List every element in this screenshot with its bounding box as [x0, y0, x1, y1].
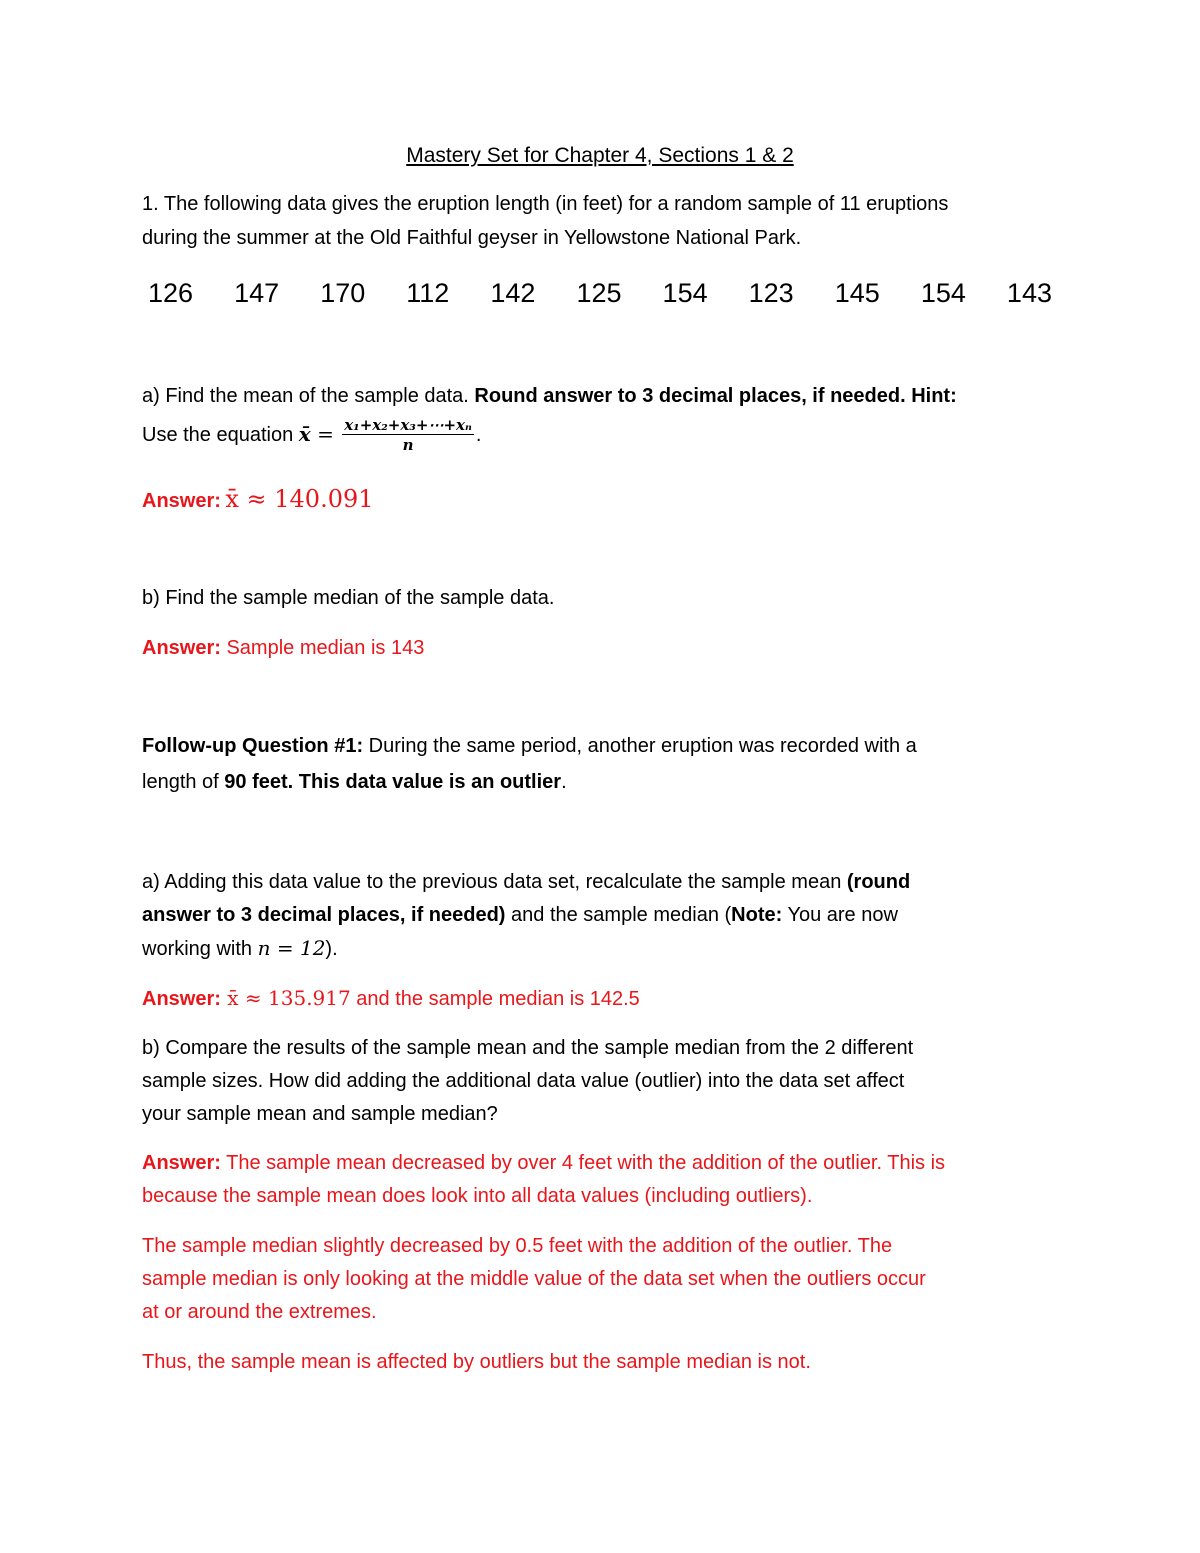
q1-part-a-line2 [142, 414, 481, 455]
q1-part-b-question: b) Find the sample median of the sample data. [142, 587, 555, 609]
answer-label: Answer: [142, 988, 221, 1010]
q1-part-a-bold: Round answer to 3 decimal places, if needed. Hint: [474, 385, 957, 407]
followup-part-a-line3 [142, 936, 338, 961]
followup-part-a-l2-mid: and the sample median ( [505, 904, 732, 926]
data-value: 147 [234, 278, 280, 308]
followup-part-b-line2: sample sizes. How did adding the additional data value (outlier) into the data set affect [142, 1070, 905, 1092]
data-value: 145 [834, 278, 880, 308]
followup-text1: During the same period, another eruption was recorded with a [363, 735, 917, 757]
q1-part-a-line2-prefix: Use the equation [142, 424, 299, 446]
followup-part-a-answer [142, 986, 640, 1011]
data-value: 143 [1006, 278, 1052, 308]
equals-sign: = [310, 422, 341, 446]
followup-part-b-line1: b) Compare the results of the sample mean and the sample median from the 2 different [142, 1037, 914, 1059]
data-value: 154 [920, 278, 966, 308]
data-value: 154 [662, 278, 708, 308]
mean-formula-denominator: n [402, 436, 414, 455]
followup-part-a-line2 [142, 903, 898, 927]
q1-part-b-answer-text: Sample median is 143 [220, 637, 425, 659]
followup-line2-suffix: . [561, 771, 567, 793]
followup-line2 [142, 770, 567, 794]
followup-part-b-line3: your sample mean and sample median? [142, 1103, 498, 1125]
data-value: 142 [490, 278, 536, 308]
followup-part-b-answer-line1 [142, 1151, 945, 1175]
followup-line1 [142, 734, 917, 758]
followup-part-a-l3-prefix: working with [142, 938, 258, 960]
conclusion-line: Thus, the sample mean is affected by outliers but the sample median is not. [142, 1351, 811, 1373]
followup-part-a-l1-bold: (round [846, 871, 911, 893]
mean-formula-numerator: x₁+x₂+x₃+⋯+xₙ [344, 416, 472, 435]
median-explanation-line1: The sample median slightly decreased by 0.5 feet with the addition of the outlier. The [142, 1235, 893, 1257]
q1-intro-line1: 1. The following data gives the eruption length (in feet) for a random sample of 11 eruptions [142, 193, 949, 215]
followup-part-b-answer-line2: because the sample mean does look into all data values (including outliers). [142, 1185, 813, 1207]
median-explanation-line2: sample median is only looking at the middle value of the data set when the outliers occur [142, 1268, 926, 1290]
data-value: 123 [748, 278, 794, 308]
followup-label: Follow-up Question #1: [142, 735, 364, 757]
q1-part-a-prefix: a) Find the mean of the sample data. [142, 385, 475, 407]
answer-label: Answer: [142, 1152, 221, 1174]
followup-line2-bold: 90 feet. This data value is an outlier [224, 771, 562, 793]
followup-part-a-l3-suffix: ). [325, 938, 338, 960]
q1-part-b-answer [142, 636, 424, 660]
followup-part-a-line1 [142, 870, 910, 894]
answer-label: Answer: [142, 637, 221, 659]
followup-part-a-answer-math: x̄ ≈ 135.917 [220, 986, 351, 1010]
data-value: 125 [576, 278, 622, 308]
mean-formula-fraction [342, 416, 474, 455]
eruption-data-row [148, 278, 1052, 308]
q1-part-a-line1 [142, 384, 957, 408]
followup-part-a-l1-prefix: a) Adding this data value to the previous data set, recalculate the sample mean [142, 871, 847, 893]
data-value: 170 [320, 278, 366, 308]
followup-part-a-l2-bold: answer to 3 decimal places, if needed) [142, 904, 506, 926]
followup-line2-prefix: length of [142, 771, 225, 793]
page-title: Mastery Set for Chapter 4, Sections 1 & 2 [406, 144, 794, 167]
followup-part-a-l2-suffix: You are now [782, 904, 898, 926]
q1-part-a-answer-value: x̄ ≈ 140.091 [225, 485, 374, 513]
q1-part-a-answer [142, 484, 374, 518]
q1-part-a-line2-suffix: . [475, 424, 482, 446]
answer-label: Answer: [142, 490, 221, 512]
followup-part-a-answer-suffix: and the sample median is 142.5 [350, 988, 640, 1010]
note-label: Note: [731, 904, 783, 926]
median-explanation-line3: at or around the extremes. [142, 1301, 377, 1323]
q1-intro-line2: during the summer at the Old Faithful geyser in Yellowstone National Park. [142, 227, 802, 249]
sample-size-math: n = 12 [257, 936, 326, 960]
data-value: 126 [148, 278, 194, 308]
followup-part-b-answer-a1: The sample mean decreased by over 4 feet with the addition of the outlier. This is [220, 1152, 946, 1174]
mean-symbol: x̄ [298, 422, 311, 446]
data-value: 112 [406, 278, 450, 308]
